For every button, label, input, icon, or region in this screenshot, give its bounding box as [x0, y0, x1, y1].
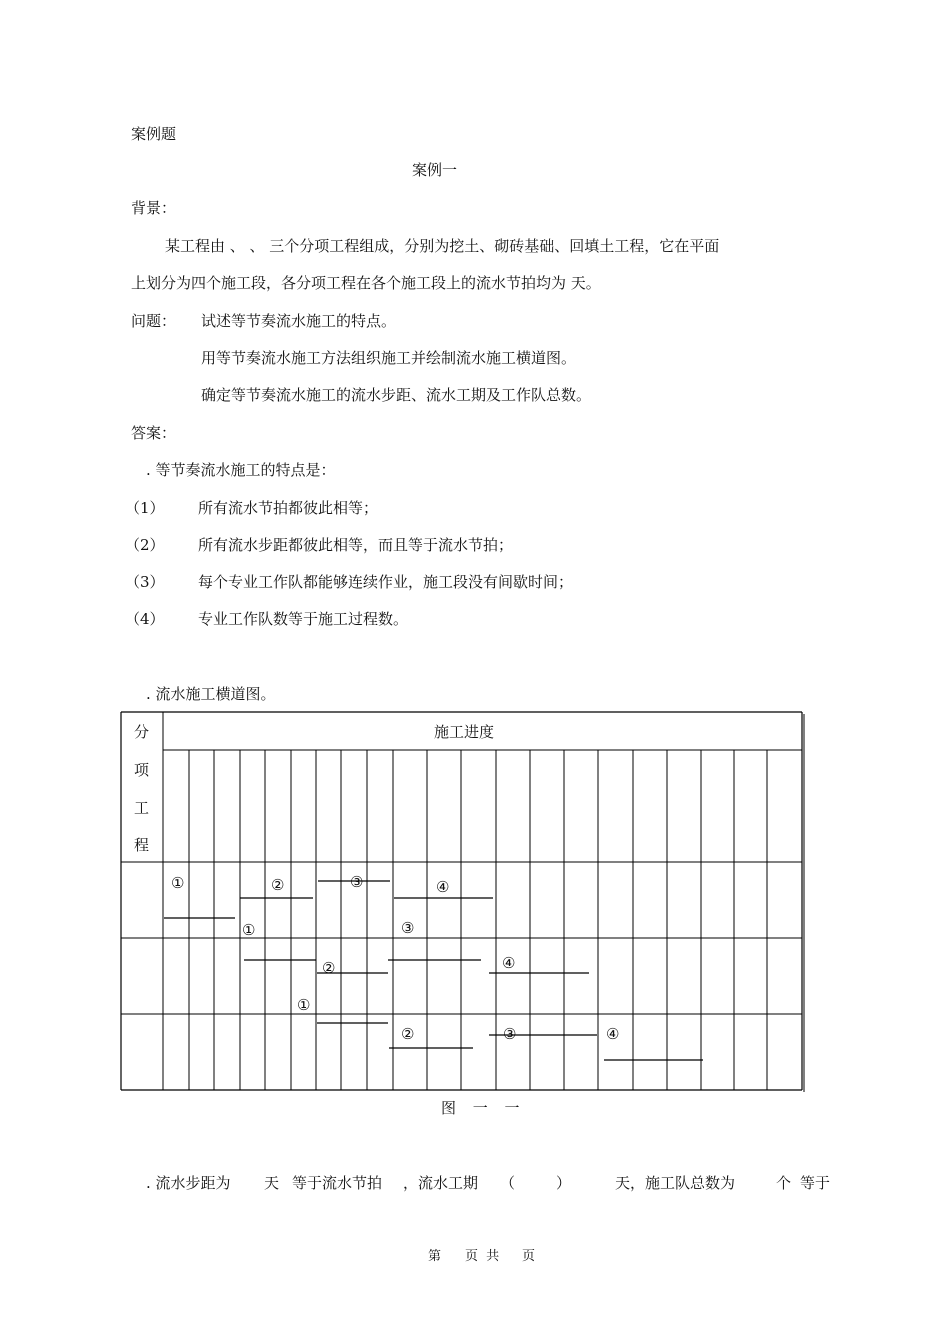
- bar-label: ③: [350, 873, 364, 891]
- bar-label: ①: [297, 996, 311, 1014]
- question-2: 用等节奏流水施工方法组织施工并绘制流水施工横道图。: [201, 349, 577, 367]
- header-char-cheng: 程: [134, 836, 150, 854]
- feature-2-num: （2）: [125, 536, 165, 554]
- answer-1-title: . 等节奏流水施工的特点是：: [146, 461, 336, 479]
- answer-3-part-3: 等于流水节拍: [292, 1174, 383, 1192]
- case-title: 案例一: [412, 161, 458, 179]
- footer-mid-label: 页 共: [465, 1249, 500, 1264]
- bar-label: ④: [436, 878, 450, 896]
- header-char-fen: 分: [134, 723, 150, 741]
- bar-label: ①: [171, 874, 185, 892]
- feature-4-num: （4）: [125, 610, 165, 628]
- answer-3-part-2: 天: [264, 1174, 280, 1192]
- feature-1-num: （1）: [125, 499, 165, 517]
- background-line-2: 上划分为四个施工段，各分项工程在各个施工段上的流水节拍均为 天。: [131, 274, 601, 292]
- bar-label: ④: [502, 954, 516, 972]
- bar-label: ①: [242, 921, 256, 939]
- footer-page-label: 第: [428, 1249, 442, 1264]
- answer-3-part-1: . 流水步距为: [146, 1174, 231, 1192]
- questions-label: 问题：: [131, 312, 177, 330]
- answer-3-part-5: （: [500, 1174, 516, 1192]
- feature-3-num: （3）: [125, 573, 165, 591]
- question-3: 确定等节奏流水施工的流水步距、流水工期及工作队总数。: [201, 386, 592, 404]
- answer-3-part-4: ，流水工期: [403, 1174, 479, 1192]
- bar-label: ②: [271, 876, 285, 894]
- heading: 案例题: [131, 125, 177, 143]
- background-label: 背景：: [131, 199, 177, 217]
- header-progress: 施工进度: [434, 723, 495, 741]
- answer-2-title: . 流水施工横道图。: [146, 685, 276, 703]
- bar-label: ②: [322, 959, 336, 977]
- bar-label: ②: [401, 1025, 415, 1043]
- answer-3-part-7: 天，施工队总数为: [615, 1174, 736, 1192]
- feature-2-text: 所有流水步距都彼此相等，而且等于流水节拍；: [198, 536, 514, 554]
- answer-label: 答案：: [131, 424, 177, 442]
- feature-4-text: 专业工作队数等于施工过程数。: [198, 610, 409, 628]
- day-columns: [189, 750, 767, 1090]
- feature-3-text: 每个专业工作队都能够连续作业，施工段没有间歇时间；: [198, 573, 574, 591]
- header-char-xiang: 项: [134, 761, 150, 779]
- answer-3-part-6: ）: [556, 1174, 572, 1192]
- figure-caption: 图 一 一: [441, 1099, 526, 1117]
- feature-1-text: 所有流水节拍都彼此相等；: [198, 499, 379, 517]
- answer-3-part-8: 个: [776, 1174, 792, 1192]
- answer-3-part-9: 等于: [800, 1174, 831, 1192]
- bar-label: ③: [503, 1025, 517, 1043]
- bar-label: ③: [401, 919, 415, 937]
- bar-label: ④: [606, 1025, 620, 1043]
- header-char-gong: 工: [134, 799, 150, 817]
- question-1: 试述等节奏流水施工的特点。: [201, 312, 397, 330]
- footer-end-label: 页: [522, 1249, 536, 1264]
- background-line-1-text: 某工程由 、 、 三个分项工程组成，分别为挖土、砌砖基础、回填土工程，它在平面: [165, 237, 720, 255]
